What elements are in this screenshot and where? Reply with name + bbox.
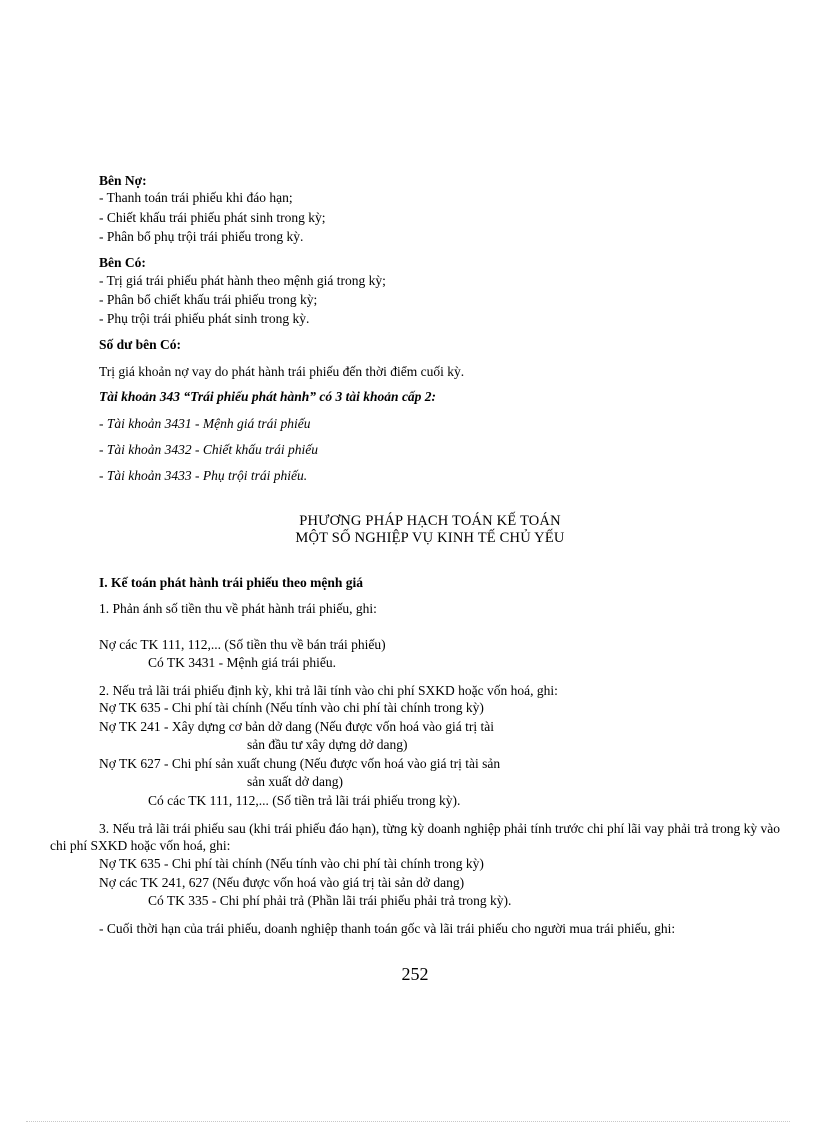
page-number: 252 [401,964,429,984]
part1-heading: I. Kế toán phát hành trái phiếu theo mệnh giá [99,575,364,590]
debit-item: - Chiết khấu trái phiếu phát sinh trong kỳ; [99,210,326,225]
sub-accounts-heading: Tài khoản 343 “Trái phiếu phát hành” có 3 tài khoản cấp 2: [99,389,437,404]
step1-text: 1. Phản ánh số tiền thu về phát hành trái phiếu, ghi: [99,601,377,616]
credit-side-heading: Bên Có: [99,255,146,270]
debit-side-heading: Bên Nợ: [99,173,147,188]
journal-entry: Nợ TK 635 - Chi phí tài chính (Nếu tính vào chi phí tài chính trong kỳ) [99,700,484,715]
debit-item: - Thanh toán trái phiếu khi đáo hạn; [99,190,293,205]
section-title-line2: MỘT SỐ NGHIỆP VỤ KINH TẾ CHỦ YẾU [295,530,565,546]
journal-entry: Nợ TK 627 - Chi phí sản xuất chung (Nếu được vốn hoá vào giá trị tài sản [99,756,501,771]
journal-entry-continuation: sản xuất dở dang) [247,774,343,789]
sub-account-item: - Tài khoản 3433 - Phụ trội trái phiếu. [99,468,308,483]
journal-entry: Nợ TK 241 - Xây dựng cơ bản dở dang (Nếu được vốn hoá vào giá trị tài [99,719,494,734]
credit-item: - Trị giá trái phiếu phát hành theo mệnh giá trong kỳ; [99,273,386,288]
balance-heading: Số dư bên Có: [99,337,181,352]
page-bottom-divider [26,1121,790,1122]
debit-item: - Phân bổ phụ trội trái phiếu trong kỳ. [99,229,304,244]
step3-text: 3. Nếu trả lãi trái phiếu sau (khi trái phiếu đáo hạn), từng kỳ doanh nghiệp phải tính trước chi phí lãi vay phải trả trong kỳ vào chi phí SXKD hoặc vốn hoá, ghi: [50,821,780,853]
credit-item: - Phân bổ chiết khấu trái phiếu trong kỳ; [99,292,318,307]
journal-entry: Có TK 335 - Chi phí phải trả (Phần lãi trái phiếu phải trả trong kỳ). [148,893,512,908]
credit-item: - Phụ trội trái phiếu phát sinh trong kỳ. [99,311,310,326]
sub-account-item: - Tài khoản 3432 - Chiết khấu trái phiếu [99,442,318,457]
journal-entry: Có các TK 111, 112,... (Số tiền trả lãi trái phiếu trong kỳ). [148,793,461,808]
journal-entry: Nợ các TK 241, 627 (Nếu được vốn hoá vào giá trị tài sản dở dang) [99,875,465,890]
sub-account-item: - Tài khoản 3431 - Mệnh giá trái phiếu [99,416,311,431]
journal-entry: Nợ các TK 111, 112,... (Số tiền thu về bán trái phiếu) [99,637,386,652]
journal-entry-continuation: sản đầu tư xây dựng dở dang) [247,737,408,752]
section-title-line1: PHƯƠNG PHÁP HẠCH TOÁN KẾ TOÁN [299,513,561,529]
step2-text: 2. Nếu trả lãi trái phiếu định kỳ, khi trả lãi tính vào chi phí SXKD hoặc vốn hoá, ghi: [99,683,558,698]
balance-text: Trị giá khoản nợ vay do phát hành trái phiếu đến thời điểm cuối kỳ. [99,364,465,379]
final-step-text: - Cuối thời hạn của trái phiếu, doanh nghiệp thanh toán gốc và lãi trái phiếu cho người mua trái phiếu, ghi: [99,921,676,936]
journal-entry: Có TK 3431 - Mệnh giá trái phiếu. [148,655,336,670]
journal-entry: Nợ TK 635 - Chi phí tài chính (Nếu tính vào chi phí tài chính trong kỳ) [99,856,484,871]
